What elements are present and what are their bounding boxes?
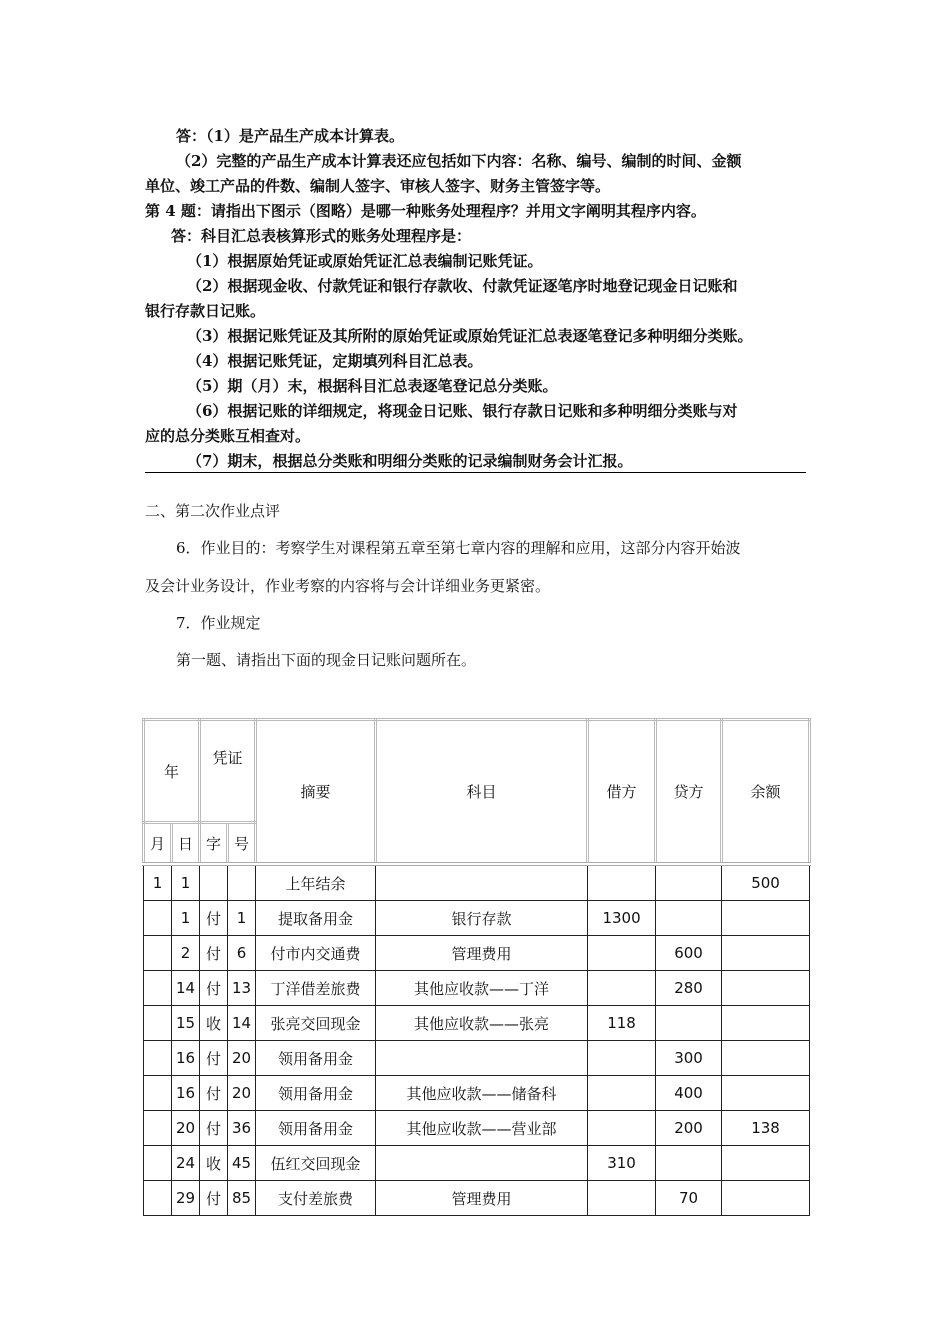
header-balance: 余额 [722,720,810,865]
paragraph-6-cont: 及会计业务设计，作业考察的内容将与会计详细业务更紧密。 [145,577,551,595]
header-type: 字 [200,823,228,865]
cell-voucher-type: 付 [200,1076,228,1111]
cell-voucher-number: 45 [228,1146,256,1181]
header-month: 月 [144,823,172,865]
cell-month [144,971,172,1006]
step-6-cont: 应的总分类账互相查对。 [145,427,311,445]
cell-day: 16 [172,1041,200,1076]
cell-voucher-number: 14 [228,1006,256,1041]
cell-month [144,1041,172,1076]
cell-voucher-type: 付 [200,901,228,936]
cell-balance [722,936,810,971]
step-5: （5）期（月）末，根据科目汇总表逐笔登记总分类账。 [187,377,558,395]
cell-day: 1 [172,864,200,901]
cell-voucher-number: 36 [228,1111,256,1146]
cell-credit [656,901,722,936]
cell-day: 15 [172,1006,200,1041]
cell-credit: 280 [656,971,722,1006]
cell-voucher-number: 13 [228,971,256,1006]
cell-voucher-number: 1 [228,901,256,936]
header-number: 号 [228,823,256,865]
cell-day: 2 [172,936,200,971]
answer-line-3: 单位、竣工产品的件数、编制人签字、审核人签字、财务主管签字等。 [145,177,611,195]
question-4: 第 4 题：请指出下图示（图略）是哪一种账务处理程序？并用文字阐明其程序内容。 [145,202,706,220]
paragraph-7: 7．作业规定 [176,614,261,632]
step-7: （7）期末，根据总分类账和明细分类账的记录编制财务会计汇报。 [187,452,633,470]
cash-journal-table [142,718,811,1216]
section-2-title: 二、第二次作业点评 [145,502,281,520]
cell-balance: 138 [722,1111,810,1146]
cell-subject: 其他应收款——储备科 [376,1076,588,1111]
cell-subject: 其他应收款——营业部 [376,1111,588,1146]
question-4-answer: 答：科目汇总表核算形式的账务处理程序是： [171,227,472,245]
cell-voucher-type: 付 [200,971,228,1006]
paragraph-6: 6．作业目的：考察学生对课程第五章至第七章内容的理解和应用，这部分内容开始波 [176,539,741,557]
cell-credit [656,1146,722,1181]
cell-subject: 其他应收款——丁洋 [376,971,588,1006]
cell-voucher-type: 付 [200,936,228,971]
cell-debit [588,1041,656,1076]
cell-month [144,1146,172,1181]
cell-summary: 上年结余 [256,864,376,901]
cell-summary: 领用备用金 [256,1041,376,1076]
cell-month: 1 [144,864,172,901]
cell-credit [656,1006,722,1041]
cell-summary: 领用备用金 [256,1111,376,1146]
table-row [144,1181,810,1216]
cell-balance: 500 [722,864,810,901]
table-row [144,1006,810,1041]
cell-month [144,1006,172,1041]
cell-day: 29 [172,1181,200,1216]
cell-subject: 其他应收款——张亮 [376,1006,588,1041]
cell-balance [722,971,810,1006]
table-row [144,936,810,971]
step-3: （3）根据记账凭证及其所附的原始凭证或原始凭证汇总表逐笔登记多种明细分类账。 [187,327,753,345]
header-voucher: 凭证 [200,720,256,823]
cell-month [144,936,172,971]
cell-subject [376,864,588,901]
cell-day: 16 [172,1076,200,1111]
cell-voucher-number [228,864,256,901]
step-4: （4）根据记账凭证，定期填列科目汇总表。 [187,352,483,370]
cell-voucher-type: 付 [200,1181,228,1216]
header-year: 年 [144,720,200,823]
cell-summary: 伍红交回现金 [256,1146,376,1181]
cell-balance [722,901,810,936]
cell-debit [588,1111,656,1146]
cell-summary: 领用备用金 [256,1076,376,1111]
table-row [144,971,810,1006]
cell-subject [376,1146,588,1181]
cell-summary: 支付差旅费 [256,1181,376,1216]
cell-subject: 银行存款 [376,901,588,936]
cell-credit: 300 [656,1041,722,1076]
header-row-top [144,720,810,823]
cell-day: 14 [172,971,200,1006]
cell-debit [588,1181,656,1216]
cell-summary: 张亮交回现金 [256,1006,376,1041]
table-row [144,1076,810,1111]
cell-summary: 丁洋借差旅费 [256,971,376,1006]
header-debit: 借方 [588,720,656,865]
cell-debit [588,936,656,971]
cell-voucher-number: 20 [228,1041,256,1076]
cell-voucher-number: 85 [228,1181,256,1216]
cell-credit: 70 [656,1181,722,1216]
cell-balance [722,1041,810,1076]
question-1: 第一题、请指出下面的现金日记账问题所在。 [176,651,477,669]
cell-debit [588,864,656,901]
cell-month [144,901,172,936]
table-row [144,901,810,936]
cell-voucher-type: 付 [200,1041,228,1076]
header-subject: 科目 [376,720,588,865]
cell-month [144,1181,172,1216]
cell-balance [722,1006,810,1041]
cell-credit: 600 [656,936,722,971]
cell-subject: 管理费用 [376,1181,588,1216]
table-row [144,1041,810,1076]
cell-month [144,1076,172,1111]
step-2: （2）根据现金收、付款凭证和银行存款收、付款凭证逐笔序时地登记现金日记账和 [187,277,738,295]
cell-voucher-number: 20 [228,1076,256,1111]
cell-balance [722,1076,810,1111]
step-2-cont: 银行存款日记账。 [145,302,266,320]
header-summary: 摘要 [256,720,376,865]
cell-summary: 付市内交通费 [256,936,376,971]
cell-day: 20 [172,1111,200,1146]
header-day: 日 [172,823,200,865]
answer-line-1: 答：（1）是产品生产成本计算表。 [176,127,404,145]
cell-debit [588,971,656,1006]
table-row [144,1146,810,1181]
header-credit: 贷方 [656,720,722,865]
cell-voucher-type [200,864,228,901]
cell-day: 1 [172,901,200,936]
cell-subject [376,1041,588,1076]
answer-line-2: （2）完整的产品生产成本计算表还应包括如下内容：名称、编号、编制的时间、金额 [176,152,742,170]
cell-voucher-type: 收 [200,1146,228,1181]
step-6: （6）根据记账的详细规定，将现金日记账、银行存款日记账和多种明细分类账与对 [187,402,738,420]
step-1: （1）根据原始凭证或原始凭证汇总表编制记账凭证。 [187,252,543,270]
cell-day: 24 [172,1146,200,1181]
cell-balance [722,1181,810,1216]
cell-voucher-type: 付 [200,1111,228,1146]
cell-debit [588,1076,656,1111]
cell-month [144,1111,172,1146]
table-row [144,864,810,901]
cell-debit: 118 [588,1006,656,1041]
cell-credit: 400 [656,1076,722,1111]
cell-credit [656,864,722,901]
cell-debit: 1300 [588,901,656,936]
cell-balance [722,1146,810,1181]
table-row [144,1111,810,1146]
cell-voucher-type: 收 [200,1006,228,1041]
cell-summary: 提取备用金 [256,901,376,936]
cell-debit: 310 [588,1146,656,1181]
cell-voucher-number: 6 [228,936,256,971]
cell-credit: 200 [656,1111,722,1146]
section-divider [145,472,806,473]
cell-subject: 管理费用 [376,936,588,971]
